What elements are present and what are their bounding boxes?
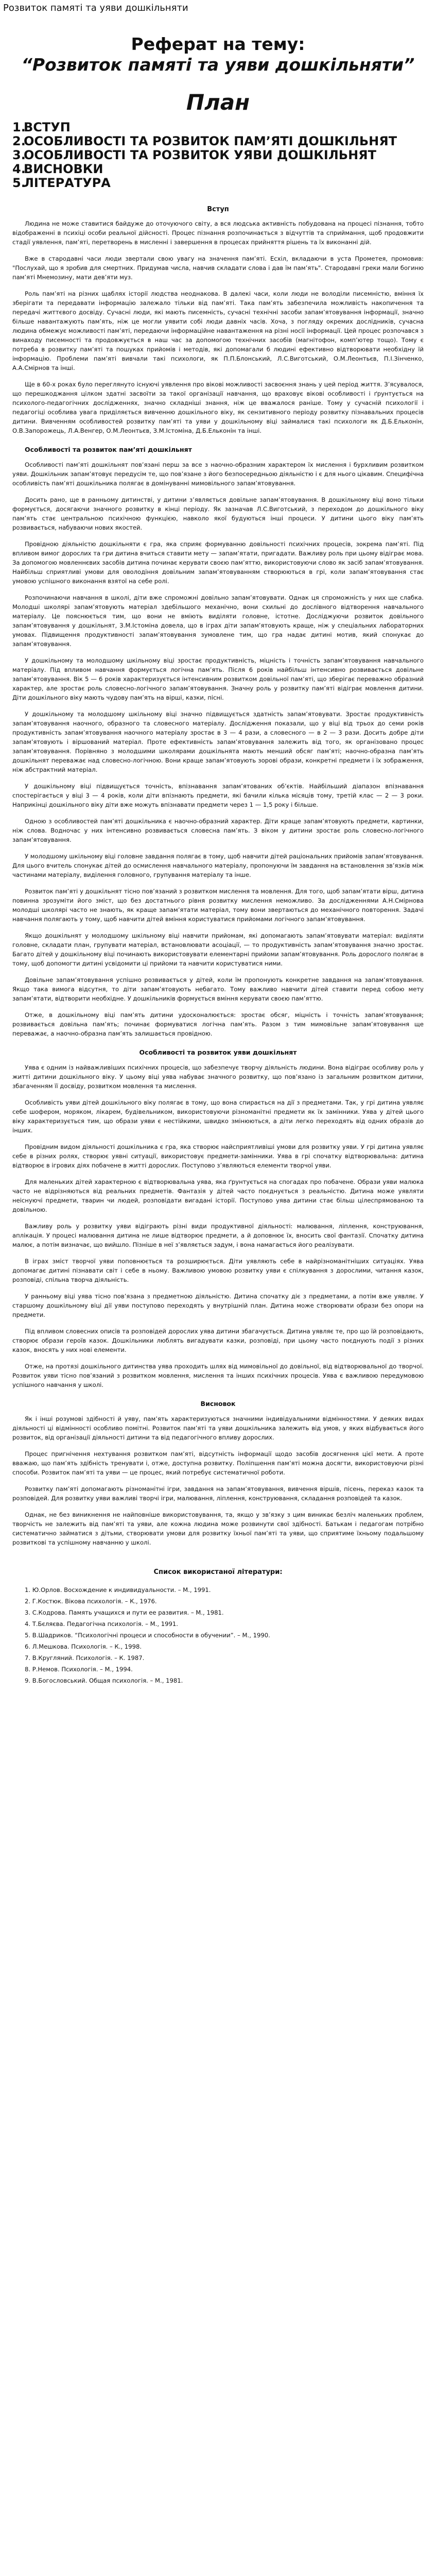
memory-paragraph: У дошкільному та молодшому шкільному віці зростає продуктивність, міцність і точність запам’ятовування навчального матеріалу. Під впливом навчання формується логічна пам’ять. Після 6 років найбільш інтенсивно розвивається довільне запам’ятовування. Вік 5 — 6 років характеризується інтенсивним розвитком довільної пам’яті, що зберігає переважно образний характер, але зростає роль словесно-логічного запам’ятовування. Значну роль у розвитку пам’яті відіграє мовлення дитини. Діти дошкільного віку мають чудову пам’ять на вірші, казки, пісні. bbox=[12, 657, 424, 701]
literature-item: 2. Г.Костюк. Вікова психологія. – К., 1976. bbox=[25, 1598, 157, 1605]
essay-title: “Розвиток памяті та уяви дошкільняти” bbox=[21, 55, 415, 75]
plan-heading: План bbox=[186, 90, 250, 115]
plan-list bbox=[0, 121, 436, 190]
plan-item-number: 2. bbox=[12, 134, 26, 148]
plan-item bbox=[12, 134, 436, 148]
intro-heading: Вступ bbox=[207, 206, 229, 213]
literature-item: 6. Л.Мешкова. Психологія. – К., 1998. bbox=[25, 1643, 142, 1650]
intro-paragraph: Роль пам’яті на різних щаблях історії людства неоднакова. В далекі часи, коли люди не володіли писемністю, вміння їх зберігати та передавати інформацію залежало тільки від пам’яті. Така пам’ять забезпечила можливість накопичення та передачі життєвого досвіду. Сучасні люди, які мають писемність, сучасні технічні засоби запам’ятовування інформації, значно більше навантажують пам’ять, ніж це могли уявити собі люди давніх часів. Хоча, з погляду окремих дослідників, сучасна людина обмежує можливості пам’яті, передаючи інформаційне навантаження на різні носії інформації. Цей процес розпочався з винаходу писемності та продовжується в наш час за допомогою технічних засобів (магнітофон, комп’ютер тощо). Тому є потреба в розвитку пам’яті та пошуках прийомів і методів, які допомагали б людині ефективно відтворювати необхідну їй інформацію. Проблеми пам’яті вивчали такі психологи, як П.П.Блонський, Л.С.Виготський, О.М.Леонтьєв, П.І.Зінченко, А.А.Смірнов та інші. bbox=[12, 290, 424, 371]
literature-item: 4. Т.Бєляєва. Педагогічна психологія. – М., 1991. bbox=[25, 1620, 178, 1628]
memory-paragraph: Якщо дошкільнят у молодшому шкільному віці навчити прийомам, які допомагають запам’ятовувати матеріал: виділяти головне, складати план, групувати матеріал, встановлювати асоціації, — то продуктивність запам’ятовування значно зростає. Багато дітей у дошкільному віці починають використовувати елементарні прийоми запам’ятовування. Роль дорослого полягає в тому, щоб допомогти дитині усвідомити ці прийоми та навчити користуватися ними. bbox=[12, 932, 424, 967]
memory-paragraph: Розвиток пам’яті у дошкільнят тісно пов’язаний з розвитком мислення та мовлення. Для того, щоб запам’ятати вірш, дитина повинна зрозуміти його зміст, що без достатнього рівня розвитку мислення неможливо. За дослідженнями А.Н.Смірнова молодші школярі часто не знають, як краще запам’ятати матеріал, тому вони звертаються до механічного повторення. Задачі навчання полягають у тому, щоб навчити дітей вміння користуватися прийомами логічного запам’ятовування. bbox=[12, 888, 424, 923]
imagination-paragraph: Для маленьких дітей характерною є відтворювальна уява, яка ґрунтується на спогадах про побачене. Образи уяви малюка часто не відрізняються від реальних предметів. Фантазія у дітей часто поєднується з реальністю. Дитина може уявляти неіснуючі предмети, тварин чи людей, розповідати вигадані історії. Поступово уява дитини стає більш цілеспрямованою та довільною. bbox=[12, 1178, 424, 1213]
imagination-paragraph: Під впливом словесних описів та розповідей дорослих уява дитини збагачується. Дитина уявляє те, про що їй розповідають, створює образи героїв казок. Дошкільники люблять вигадувати казки, розповіді, при цьому часто поєднують події з різних казок, вносять у них нові елементи. bbox=[12, 1328, 424, 1353]
imagination-paragraph: Уява є одним із найважливіших психічних процесів, що забезпечує творчу діяльність людини. Вона відіграє особливу роль у житті дитини дошкільного віку. У цьому віці уява набуває значного розвитку, що пов’язано із загальним розвитком дитини, збагаченням її досвіду, розвитком мовлення та мислення. bbox=[12, 1064, 424, 1090]
intro-paragraph: Ще в 60-х роках було переглянуто існуючі уявлення про вікові можливості засвоєння знань у цей період життя. З’ясувалося, що перешкоджання цілком здатні засвоїти за такої організації навчання, що враховує вікові особливості і ґрунтується на психолого-педагогічних дослідженнях, значно складніші знання, ніж це вважалося раніше. Тому у сучасній психології і педагогіці особлива увага приділяється вивченню дошкільного віку, як сензитивного періоду розвитку пізнавальних процесів дитини. Вивченням особливостей розвитку пам’яті та уяви у дошкільному віці займалися такі психологи як Д.Б.Ельконін, О.В.Запорожець, Л.А.Венгер, О.М.Леонтьєв, З.М.Істоміна, Д.Б.Ельконін та інші. bbox=[12, 381, 424, 434]
plan-item-label: ОСОБЛИВОСТІ ТА РОЗВИТОК УЯВИ ДОШКІЛЬНЯТ bbox=[24, 148, 377, 162]
literature-item: 5. В.Шадриков. “Психологічні процеси и способности в обучении”. – М., 1990. bbox=[25, 1632, 270, 1639]
imagination-paragraph: Важливу роль у розвитку уяви відіграють різні види продуктивної діяльності: малювання, ліплення, конструювання, аплікація. У процесі малювання дитина не лише відтворює предмети, а й доповнює їх, вносить свої фантазії. Спочатку дитина малює, а потім визначає, що вийшло. Пізніше в неї з’являється задум, і вона намагається його реалізувати. bbox=[12, 1223, 424, 1248]
memory-paragraph: Провідною діяльністю дошкільняти є гра, яка сприяє формуванню довільності психічних процесів, зокрема пам’яті. Під впливом вимог дорослих та гри дитина вчиться ставити мету — запам’ятати, пригадати. Важливу роль при цьому відіграє мова. За допомогою мовленнєвих засобів дитина починає керувати своєю пам’яттю, використовуючи слово як засіб запам’ятовування. Найбільш сприятливі умови для оволодіння довільним запам’ятовуванням створюються в грі, коли запам’ятовування стає умовою успішного виконання взятої на себе ролі. bbox=[12, 540, 424, 585]
imagination-heading: Особливості та розвиток уяви дошкільнят bbox=[139, 1048, 297, 1056]
intro-paragraph: Вже в стародавні часи люди звертали свою увагу на значення пам’яті. Есхіл, вкладаючи в уста Прометея, промовив: "Послухай, що я зробив для смертних. Придумав числа, навчив складати слова і дав їм пам’ять". Стародавні греки мали богиню пам’яті Мнемозину, мати дев’яти муз. bbox=[12, 255, 424, 281]
memory-paragraph: Одною з особливостей пам’яті дошкільника є наочно-образний характер. Діти краще запам’ятовують предмети, картинки, ніж слова. Водночас у них інтенсивно розвивається словесна пам’ять. З віком у дитини зростає роль словесно-логічного запам’ятовування. bbox=[12, 818, 424, 843]
conclusion-heading: Висновок bbox=[200, 1400, 236, 1408]
memory-paragraph: Досить рано, ще в ранньому дитинстві, у дитини з’являється довільне запам’ятовування. В дошкільному віці воно тільки формується, досягаючи значного розвитку в кінці періоду. Як зазначав Л.С.Виготський, з переходом до дошкільного віку пам’ять стає центральною психічною функцією, навколо якої будуються інші процеси. У дитини цього віку пам’ять розвивається, набуваючи нових якостей. bbox=[12, 496, 424, 531]
conclusion-paragraph: Як і інші розумові здібності й уяву, пам’ять характеризуються значними індивідуальними відмінностями. У деяких видах діяльності ці відмінності особливо помітні. Розвиток пам’яті та уяви дошкільника залежить від умов, у яких відбувається його розвиток, від організації діяльності дитини та від педагогічного впливу дорослих. bbox=[12, 1415, 424, 1441]
plan-item bbox=[12, 121, 436, 134]
literature-item: 8. Р.Немов. Психологія. – М., 1994. bbox=[25, 1666, 133, 1673]
plan-item bbox=[12, 148, 436, 162]
document-header: Розвиток памяті та уяви дошкільняти bbox=[3, 3, 188, 13]
plan-item-number: 5. bbox=[12, 176, 26, 190]
imagination-paragraph: Провідним видом діяльності дошкільника є гра, яка створює найсприятливіші умови для розвитку уяви. У грі дитина уявляє себе в різних ролях, створює уявні ситуації, використовує предмети-замінники. Уява в грі спочатку відтворювальна: дитина відтворює в ігрових діях побачене в житті дорослих. Поступово з’являються елементи творчої уяви. bbox=[12, 1143, 424, 1169]
memory-paragraph: У дошкільному та молодшому шкільному віці значно підвищується здатність запам’ятовувати. Зростає продуктивність запам’ятовування наочного, образного та словесного матеріалу. Дослідження показали, що у віці від трьох до семи років продуктивність запам’ятовування наочного матеріалу зростає в 3 — 4 рази, а словесного — в 2 — 3 рази. Досить добре діти запам’ятовують і віршований матеріал. Проте ефективність запам’ятовування залежить від того, як організовано процес запам’ятовування. Порівняно з молодшими школярами дошкільнята мають менший обсяг пам’яті; наочно-образна пам’ять дошкільнят переважає над словесно-логічною. Вони краще запам’ятовують зорові образи, конкретні предмети і їх зображення, ніж абстрактний матеріал. bbox=[12, 710, 424, 773]
plan-item-number: 4. bbox=[12, 162, 26, 176]
literature-list bbox=[12, 1584, 424, 1686]
memory-heading: Особливості та розвиток пам’яті дошкільнят bbox=[25, 446, 192, 453]
memory-paragraph: Розпочинаючи навчання в школі, діти вже спроможні довільно запам’ятовувати. Однак ця спроможність у них ще слабка. Молодші школярі запам’ятовують матеріал здебільшого механічно, вони схильні до дослівного відтворення навчального матеріалу. Це пояснюється тим, що вони не вміють виділяти головне, істотне. Досліджуючи розвиток довільного запам’ятовування у дошкільнят, З.М.Істоміна довела, що в іграх діти запам’ятовують краще, ніж у спеціальних лабораторних умовах. Підвищення продуктивності запам’ятовування зумовлене тим, що гра надає дитині мотив, який спонукає до запам’ятовування. bbox=[12, 594, 424, 648]
literature-item: 7. В.Кругляний. Психологія. – К. 1987. bbox=[25, 1654, 145, 1662]
memory-paragraph: У дошкільному віці підвищується точність, впізнавання запам’ятованих об’єктів. Найбільший діапазон впізнавання спостерігається у віці 3 — 4 років, коли діти впізнають предмети, які бачили кілька місяців тому, третій клас — 2 — 3 роки. Наприкінці дошкільного віку діти вже можуть впізнавати предмети через 1 — 1,5 року і більше. bbox=[12, 783, 424, 808]
plan-item-number: 3. bbox=[12, 148, 26, 162]
plan-item bbox=[12, 176, 436, 190]
intro-paragraph: Людина не може ставитися байдуже до оточуючого світу, а вся людська активність побудована на процесі пізнання, тобто відображенні в психіці особи реальної дійсності. Процес пізнання розпочинається з відчуттів та сприймання, щоб продовжити стадії уявлення, пам’яті, перетворень в мисленні і завершення в процесах прийняття рішень та їх виконанні дій. bbox=[12, 220, 424, 246]
document-body bbox=[0, 205, 436, 1686]
literature-item: 9. В.Богословський. Общая психологія. – М., 1981. bbox=[25, 1677, 183, 1684]
imagination-paragraph: Особливість уяви дітей дошкільного віку полягає в тому, що вона спирається на дії з предметами. Так, у грі дитина уявляє себе шофером, моряком, лікарем, будівельником, використовуючи різноманітні предмети як їх замінники. Уява у дітей цього віку характеризується тим, що образи уяви є нестійкими, швидко змінюються, а діти легко переходять від одних образів до інших. bbox=[12, 1099, 424, 1134]
memory-paragraph: Довільне запам’ятовування успішно розвивається у дітей, коли їм пропонують конкретне завдання на запам’ятовування. Якщо така вимога відсутня, то діти запам’ятовують небагато. Тому важливо навчити дітей ставити перед собою мету запам’ятати, відтворити необхідне. У дошкільників формується вміння керувати своєю пам’яттю. bbox=[12, 976, 424, 1002]
plan-item-label: ОСОБЛИВОСТІ ТА РОЗВИТОК ПАМ’ЯТІ ДОШКІЛЬНЯТ bbox=[24, 134, 397, 148]
conclusion-paragraph: Процес пригнічення нехтування розвитком пам’яті, відсутність інформації щодо засобів досягнення цієї мети. А проте вважаю, що пам’ять здібність тренувати і, отже, доступна розвитку. Поліпшення пам’яті можна досягти, використовуючи різні способи. Розвиток пам’яті та уяви — це процес, який потребує систематичної роботи. bbox=[12, 1450, 424, 1476]
conclusion-paragraph: Розвитку пам’яті допомагають різноманітні ігри, завдання на запам’ятовування, вивчення віршів, пісень, переказ казок та розповідей. Для розвитку уяви важливі творчі ігри, малювання, ліплення, конструювання, складання розповідей та казок. bbox=[12, 1485, 424, 1502]
literature-heading: Список використаної літератури: bbox=[153, 1568, 283, 1576]
plan-item-number: 1. bbox=[12, 120, 26, 134]
plan-item-label: ВСТУП bbox=[24, 120, 71, 134]
memory-paragraph: У молодшому шкільному віці головне завдання полягає в тому, щоб навчити дітей раціональних прийомів запам’ятовування. Для цього вчитель спонукає дітей до осмислення навчального матеріалу, пропонуючи їм завдання на встановлення зв’язків між частинами матеріалу, виділення головного, групування матеріалу та інше. bbox=[12, 853, 424, 878]
plan-item bbox=[12, 162, 436, 176]
literature-item: 1. Ю.Орлов. Восхождение к индивидуальности. – М., 1991. bbox=[25, 1586, 211, 1594]
imagination-paragraph: У ранньому віці уява тісно пов’язана з предметною діяльністю. Дитина спочатку діє з предметами, а потім вже уявляє. У старшому дошкільному віці дії уяви поступово переходять у внутрішній план. Дитина може створювати образи без опори на предмети. bbox=[12, 1293, 424, 1318]
imagination-paragraph: Отже, на протязі дошкільного дитинства уява проходить шлях від мимовільної до довільної, від відтворювальної до творчої. Розвиток уяви тісно пов’язаний з розвитком мовлення, мислення та інших психічних процесів. Уява є важливою передумовою успішного навчання у школі. bbox=[12, 1363, 424, 1388]
plan-item-label: ВИСНОВКИ bbox=[24, 162, 103, 176]
memory-paragraph: Отже, в дошкільному віці пам’ять дитини удосконалюється: зростає обсяг, міцність і точність запам’ятовування; розвивається довільна пам’ять; починає формуватися логічна пам’ять. Разом з тим мимовільне запам’ятовування ще переважає, а наочно-образна пам’ять залишається провідною. bbox=[12, 1011, 424, 1037]
plan-item-label: ЛІТЕРАТУРА bbox=[24, 176, 111, 190]
memory-paragraph: Особливості пам’яті дошкільнят пов’язані перш за все з наочно-образним характером їх мислення і бурхливим розвитком уяви. Дошкільник запам’ятовує передусім те, що пов’язане з його безпосередньою діяльністю і є для нього цікавим. Специфічна особливість пам’яті дошкільника полягає в домінуванні мимовільного запам’ятовування. bbox=[12, 461, 424, 487]
essay-title-label: Реферат на тему: bbox=[131, 34, 305, 54]
conclusion-paragraph: Однак, не без виникнення не найповніше використовування, та, якщо у зв’язку з цим виникає безліч маленьких проблем, творчість не залежить від пам’яті та уяви, але кожна людина може розвинути свої здібності. Батькам і педагогам потрібно систематично займатися з дітьми, створювати умови для розвитку їхньої пам’яті та уяви, що сприятиме їхньому подальшому розвиткові та успішному навчанню у школі. bbox=[12, 1511, 424, 1546]
imagination-paragraph: В іграх зміст творчої уяви поповнюється та розширюється. Діти уявляють себе в найрізноманітніших ситуаціях. Уява допомагає дитині пізнавати світ і себе в ньому. Важливою умовою розвитку уяви є спілкування з дорослими, читання казок, розповіді, спільна творча діяльність. bbox=[12, 1258, 424, 1283]
literature-item: 3. С.Кодрова. Память учащихся и пути ее развития. – М., 1981. bbox=[25, 1609, 224, 1616]
